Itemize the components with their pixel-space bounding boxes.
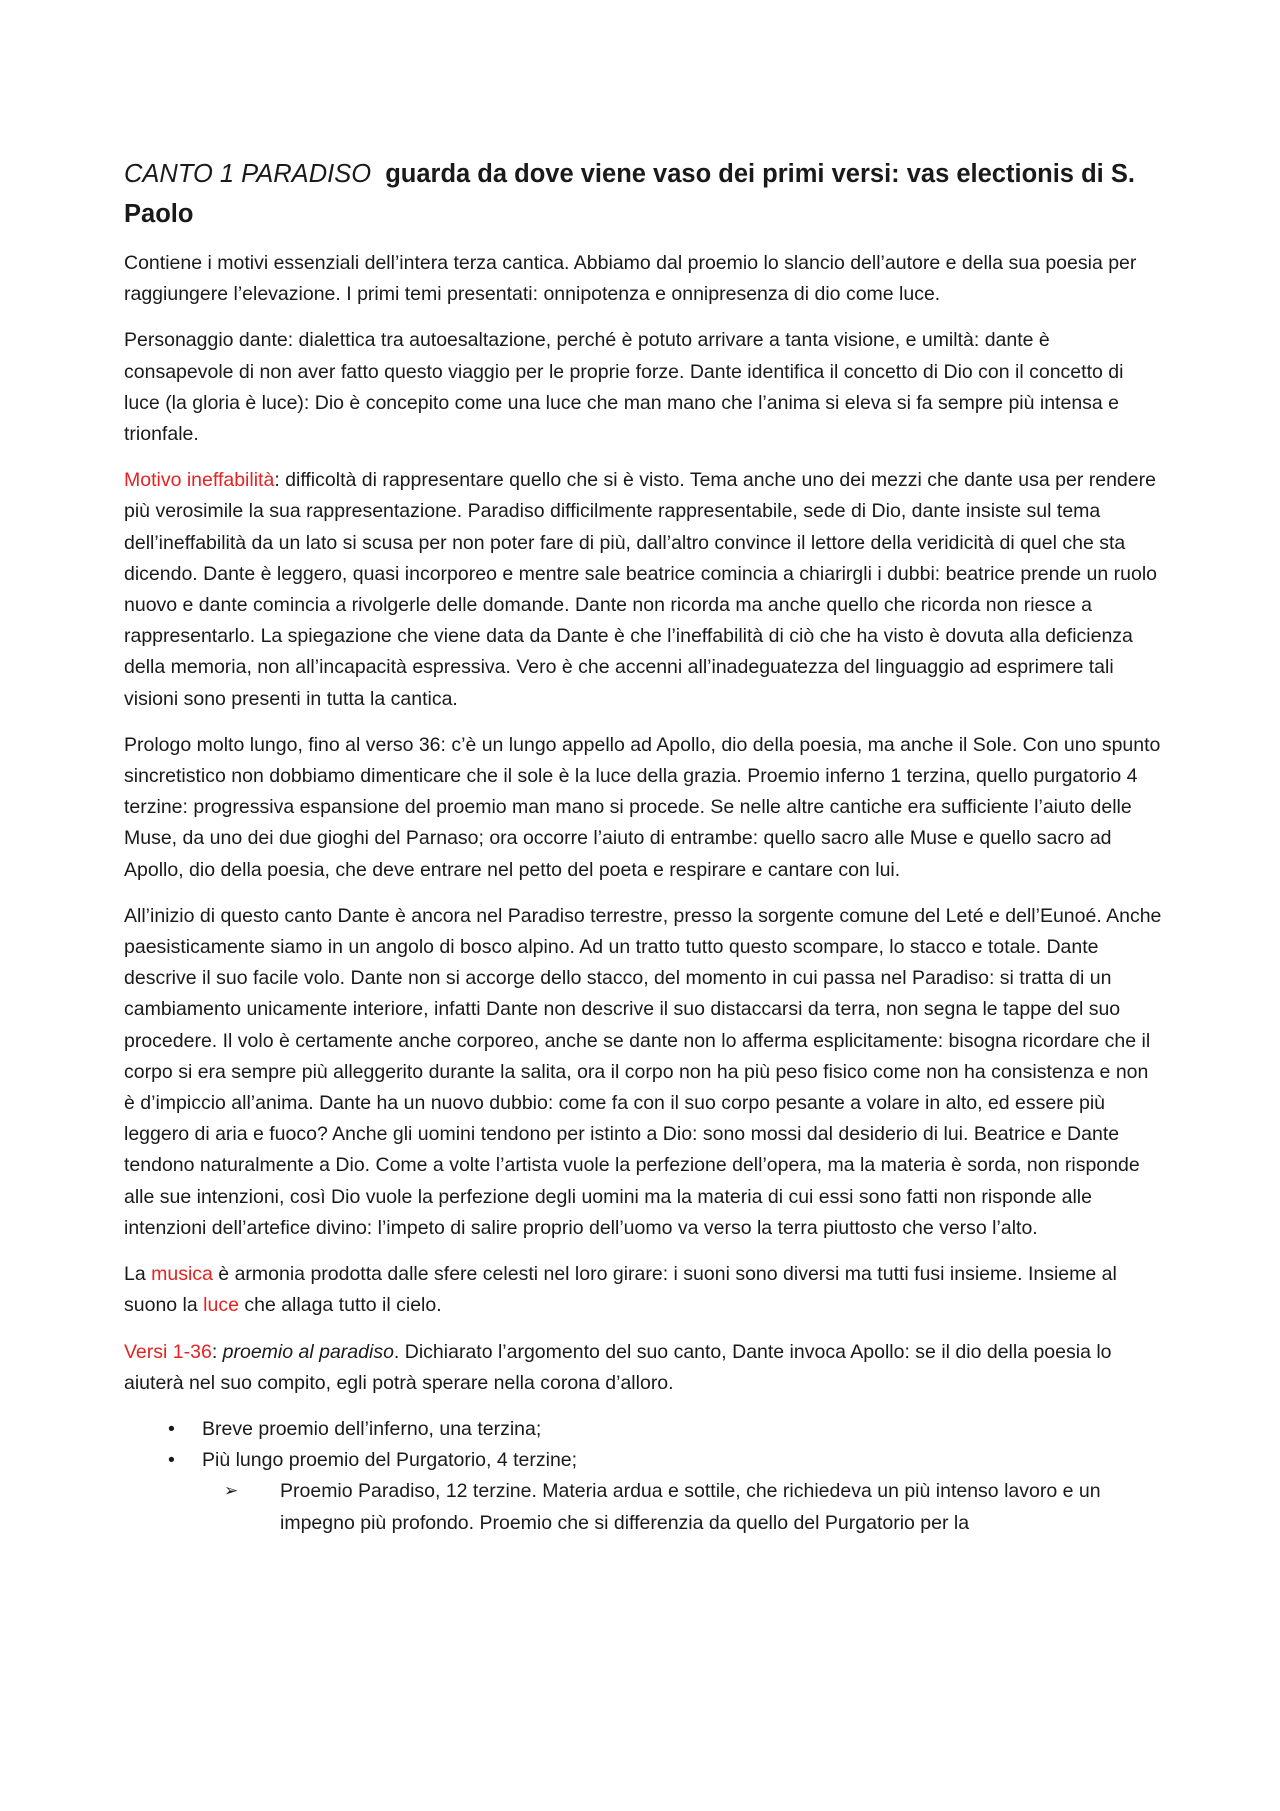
paragraph-versi-italic: proemio al paradiso	[222, 1340, 394, 1363]
bullet-icon: •	[168, 1449, 175, 1472]
sub-list-item	[124, 1476, 1164, 1538]
sub-list-item-text: Proemio Paradiso, 12 terzine. Materia ardua e sottile, che richiedeva un più intenso lavoro e un impegno più profondo. Proemio che si differenzia da quello del Purgatorio per la	[280, 1480, 1101, 1534]
title-bold: guarda da dove viene vaso dei primi versi: vas electionis di S. Paolo	[124, 160, 1135, 228]
highlight-versi: Versi 1-36	[124, 1340, 212, 1363]
list-item	[124, 1414, 1164, 1445]
highlight-motivo-ineffabilita: Motivo ineffabilità	[124, 469, 275, 492]
paragraph-intro: Contiene i motivi essenziali dell’intera terza cantica. Abbiamo dal proemio lo slancio dell’autore e della sua poesia per raggiungere l’elevazione. I primi temi presentati: onnipotenza e onnipresenza di dio come luce.	[124, 252, 1137, 306]
paragraph-versi	[124, 1337, 1164, 1399]
arrow-bullet-icon: ➢	[224, 1481, 239, 1502]
highlight-musica: musica	[151, 1263, 213, 1286]
title-italic: CANTO 1 PARADISO	[124, 160, 372, 188]
paragraph-prologo: Prologo molto lungo, fino al verso 36: c’è un lungo appello ad Apollo, dio della poesia, ma anche il Sole. Con uno spunto sincretistico non dobbiamo dimenticare che il sole è la luce della grazia. Proemio inferno 1 terzina, quello purgatorio 4 terzine: progressiva espansione del proemio man mano si procede. Se nelle altre cantiche era sufficiente l’aiuto delle Muse, da uno dei due gioghi del Parnaso; ora occorre l’aiuto di entrambe: quello sacro alle Muse e quello sacro ad Apollo, dio della poesia, che deve entrare nel petto del poeta e respirare e cantare con lui.	[124, 733, 1161, 881]
highlight-luce: luce	[203, 1294, 239, 1317]
paragraph-musica	[124, 1259, 1164, 1321]
document-page	[124, 154, 1164, 1539]
sub-list	[124, 1476, 1164, 1538]
paragraph-versi-sep: :	[211, 1340, 223, 1363]
paragraph-inizio-canto: All’inizio di questo canto Dante è ancora nel Paradiso terrestre, presso la sorgente comune del Leté e dell’Eunoé. Anche paesisticamente siamo in un angolo di bosco alpino. Ad un tratto tutto questo scompare, lo stacco e totale. Dante descrive il suo facile volo. Dante non si accorge dello stacco, del momento in cui passa nel Paradiso: si tratta di un cambiamento unicamente interiore, infatti Dante non descrive il suo distaccarsi da terra, non segna le tappe del suo procedere. Il volo è certamente anche corporeo, anche se dante non lo afferma esplicitamente: bisogna ricordare che il corpo si era sempre più alleggerito durante la salita, ora il corpo non ha più peso fisico come non ha consistenza e non è d’impiccio all’anima. Dante ha un nuovo dubbio: come fa con il suo corpo pesante a volare in alto, ed essere più leggero di aria e fuoco? Anche gli uomini tendono per istinto a Dio: sono mossi dal desiderio di lui. Beatrice e Dante tendono naturalmente a Dio. Come a volte l’artista vuole la perfezione dell’opera, ma la materia è sorda, non risponde alle sue intenzioni, così Dio vuole la perfezione degli uomini ma la materia di cui essi sono fatti non risponde alle intenzioni dell’artefice divino: l’impeto di salire proprio dell’uomo va verso la terra piuttosto che verso l’alto.	[124, 904, 1162, 1239]
list-item	[124, 1445, 1164, 1476]
paragraph-musica-text-a: La	[124, 1263, 152, 1286]
list-item-text: Più lungo proemio del Purgatorio, 4 terzine;	[202, 1449, 578, 1472]
list-item-text: Breve proemio dell’inferno, una terzina;	[202, 1417, 542, 1440]
paragraph-versi-text: . Dichiarato l’argomento del suo canto, Dante invoca Apollo: se il dio della poesia lo aiuterà nel suo compito, egli potrà sperare nella corona d’alloro.	[124, 1340, 1112, 1394]
paragraph-musica-text-c: che allaga tutto il cielo.	[238, 1294, 442, 1317]
paragraph-ineffabilita	[124, 465, 1164, 715]
bullet-list	[124, 1414, 1164, 1476]
paragraph-musica-text-b: è armonia prodotta dalle sfere celesti nel loro girare: i suoni sono diversi ma tutti fusi insieme. Insieme al suono la	[124, 1263, 1117, 1317]
paragraph-ineffabilita-text: : difficoltà di rappresentare quello che si è visto. Tema anche uno dei mezzi che dante usa per rendere più verosimile la sua rappresentazione. Paradiso difficilmente rappresentabile, sede di Dio, dante insiste sul tema dell’ineffabilità da un lato si scusa per non poter fare di più, dall’altro convince il lettore della veridicità di quel che sta dicendo. Dante è leggero, quasi incorporeo e mentre sale beatrice comincia a chiarirgli i dubbi: beatrice prende un ruolo nuovo e dante comincia a rivolgerle delle domande. Dante non ricorda ma anche quello che ricorda non riesce a rappresentarlo. La spiegazione che viene data da Dante è che l’ineffabilità di ciò che ha visto è dovuta alla deficienza della memoria, non all’incapacità espressiva. Vero è che accenni all’inadeguatezza del linguaggio ad esprimere tali visioni sono presenti in tutta la cantica.	[124, 469, 1158, 710]
page-title	[124, 154, 1164, 234]
bullet-icon: •	[168, 1417, 175, 1440]
paragraph-personaggio: Personaggio dante: dialettica tra autoesaltazione, perché è potuto arrivare a tanta visione, e umiltà: dante è consapevole di non aver fatto questo viaggio per le proprie forze. Dante identifica il concetto di Dio con il concetto di luce (la gloria è luce): Dio è concepito come una luce che man mano che l’anima si eleva si fa sempre più intensa e trionfale.	[124, 329, 1124, 446]
